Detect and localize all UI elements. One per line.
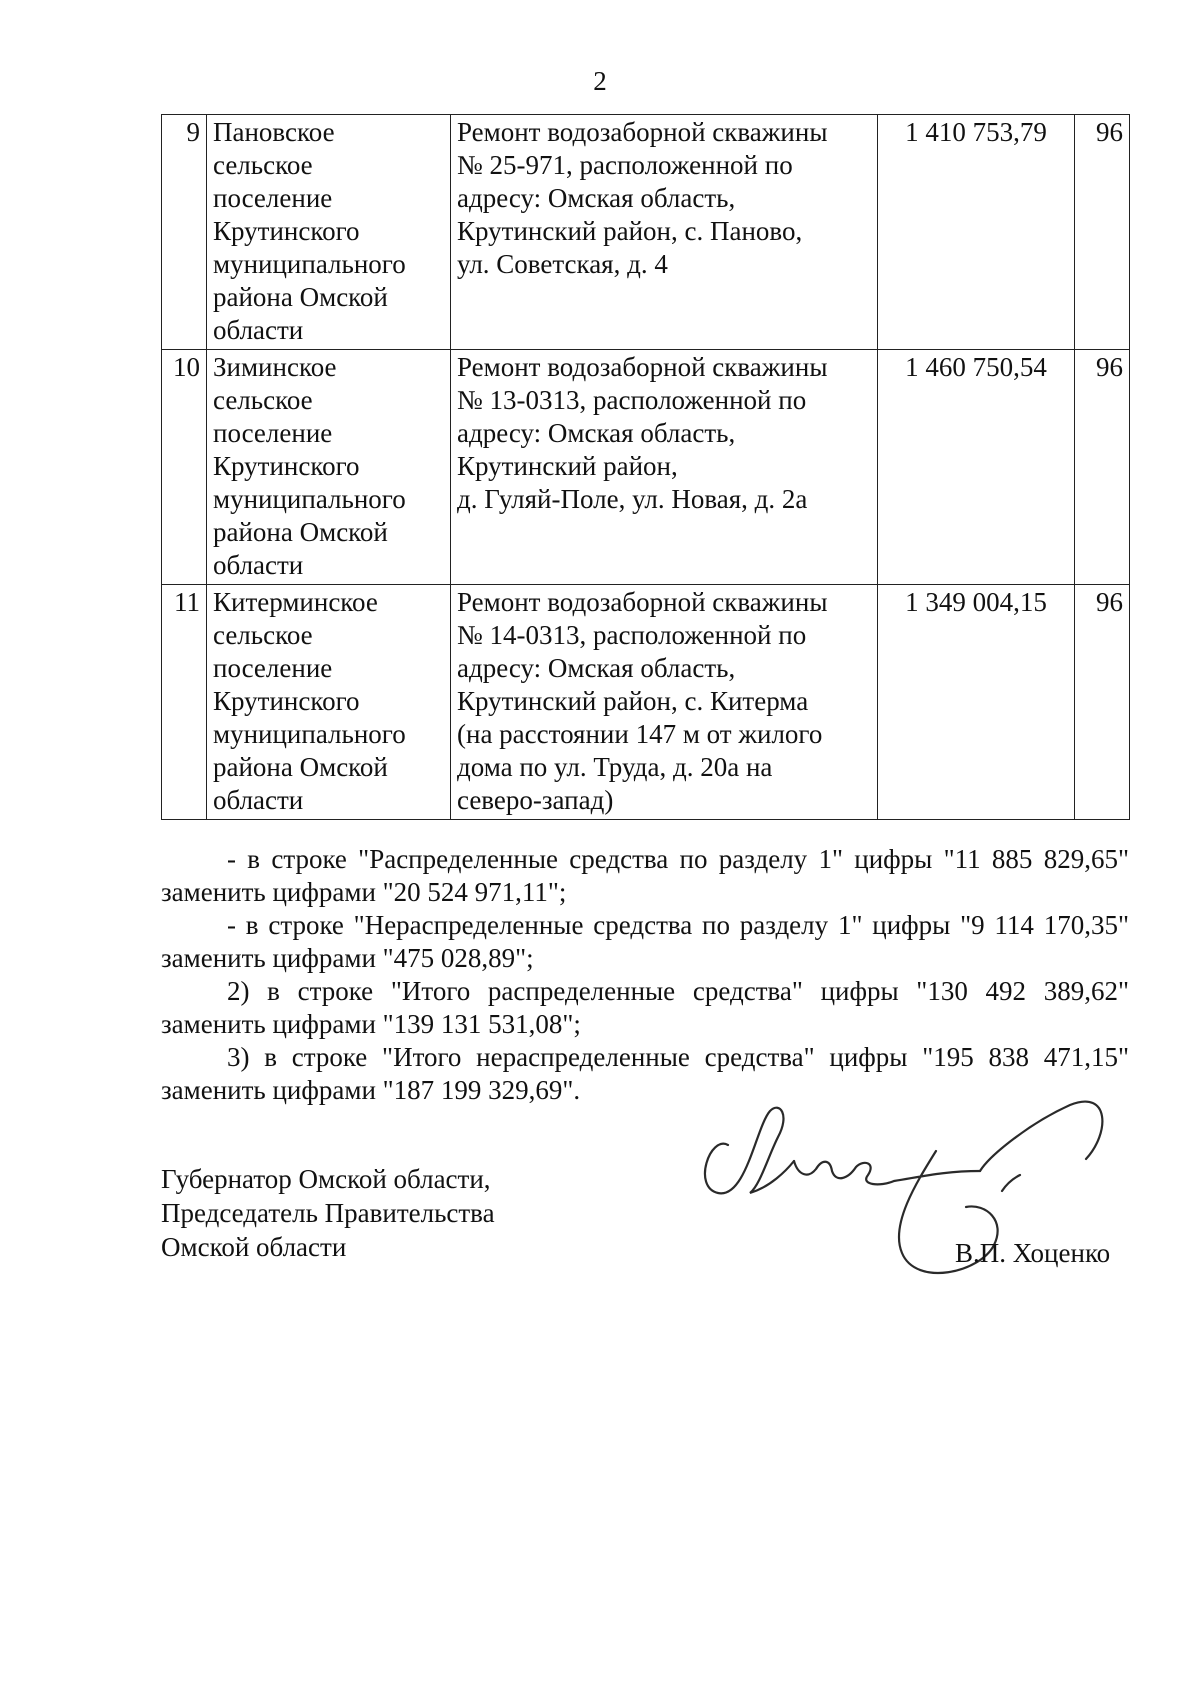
settlement-name-line: Зиминское	[213, 352, 337, 382]
project-description-line: Крутинский район,	[457, 451, 678, 481]
funding-amount: 1 410 753,79	[878, 115, 1075, 350]
project-description-line: адресу: Омская область,	[457, 183, 736, 213]
project-description-line: Ремонт водозаборной скважины	[457, 587, 828, 617]
project-description-line: № 13-0313, расположенной по	[457, 385, 807, 415]
project-description	[451, 585, 878, 820]
project-description-line: Крутинский район, с. Китерма	[457, 686, 809, 716]
funding-amount: 1 349 004,15	[878, 585, 1075, 820]
settlement-name-line: муниципального	[213, 484, 406, 514]
settlement-name-line: Пановское	[213, 117, 335, 147]
rating-score: 96	[1075, 585, 1130, 820]
settlement-name-line: района Омской	[213, 282, 388, 312]
settlement-name-line: Крутинского	[213, 216, 360, 246]
project-description-line: адресу: Омская область,	[457, 653, 736, 683]
rating-score: 96	[1075, 350, 1130, 585]
settlement-name-line: области	[213, 550, 304, 580]
table-row	[162, 350, 1130, 585]
project-description-line: № 14-0313, расположенной по	[457, 620, 807, 650]
project-description	[451, 115, 878, 350]
signatory-name: В.П. Хоценко	[955, 1238, 1111, 1268]
settlement-name	[207, 350, 451, 585]
settlement-name-line: области	[213, 785, 304, 815]
signatory-title	[161, 1162, 495, 1264]
project-description-line: ул. Советская, д. 4	[457, 249, 668, 279]
row-number: 10	[162, 350, 207, 585]
settlement-name-line: муниципального	[213, 249, 406, 279]
project-description-line: Ремонт водозаборной скважины	[457, 117, 828, 147]
amendment-paragraph-2: - в строке "Нераспределенные средства по разделу 1" цифры "9 114 170,35" заменить цифрами "475 028,89";	[161, 910, 1129, 973]
row-number: 11	[162, 585, 207, 820]
amendment-paragraph-1: - в строке "Распределенные средства по разделу 1" цифры "11 885 829,65" заменить цифрами "20 524 971,11";	[161, 844, 1129, 907]
settlement-name-line: района Омской	[213, 752, 388, 782]
project-description	[451, 350, 878, 585]
page-number: 2	[593, 66, 607, 96]
signatory-title-line: Омской области	[161, 1232, 347, 1262]
settlement-name-line: Крутинского	[213, 451, 360, 481]
settlement-name-line: поселение	[213, 418, 333, 448]
project-description-line: Ремонт водозаборной скважины	[457, 352, 828, 382]
settlement-name	[207, 585, 451, 820]
allocation-table	[161, 114, 1130, 820]
settlement-name-line: области	[213, 315, 304, 345]
project-description-line: (на расстоянии 147 м от жилого	[457, 719, 823, 749]
project-description-line: северо-запад)	[457, 785, 614, 815]
settlement-name-line: поселение	[213, 183, 333, 213]
project-description-line: д. Гуляй-Поле, ул. Новая, д. 2а	[457, 484, 808, 514]
settlement-name-line: муниципального	[213, 719, 406, 749]
settlement-name-line: района Омской	[213, 517, 388, 547]
project-description-line: Крутинский район, с. Паново,	[457, 216, 803, 246]
funding-amount: 1 460 750,54	[878, 350, 1075, 585]
settlement-name-line: Крутинского	[213, 686, 360, 716]
settlement-name	[207, 115, 451, 350]
rating-score: 96	[1075, 115, 1130, 350]
amendment-paragraph-4: 3) в строке "Итого нераспределенные средства" цифры "195 838 471,15" заменить цифрами "187 199 329,69".	[161, 1042, 1129, 1105]
amendment-paragraph-3: 2) в строке "Итого распределенные средства" цифры "130 492 389,62" заменить цифрами "139 131 531,08";	[161, 976, 1129, 1039]
row-number: 9	[162, 115, 207, 350]
project-description-line: адресу: Омская область,	[457, 418, 736, 448]
settlement-name-line: сельское	[213, 385, 313, 415]
project-description-line: № 25-971, расположенной по	[457, 150, 793, 180]
signatory-title-line: Председатель Правительства	[161, 1198, 495, 1228]
signatory-title-line: Губернатор Омской области,	[161, 1164, 491, 1194]
settlement-name-line: Китерминское	[213, 587, 378, 617]
table-row	[162, 585, 1130, 820]
settlement-name-line: сельское	[213, 620, 313, 650]
table-row	[162, 115, 1130, 350]
settlement-name-line: поселение	[213, 653, 333, 683]
handwritten-signature	[690, 1075, 1110, 1305]
project-description-line: дома по ул. Труда, д. 20а на	[457, 752, 773, 782]
settlement-name-line: сельское	[213, 150, 313, 180]
